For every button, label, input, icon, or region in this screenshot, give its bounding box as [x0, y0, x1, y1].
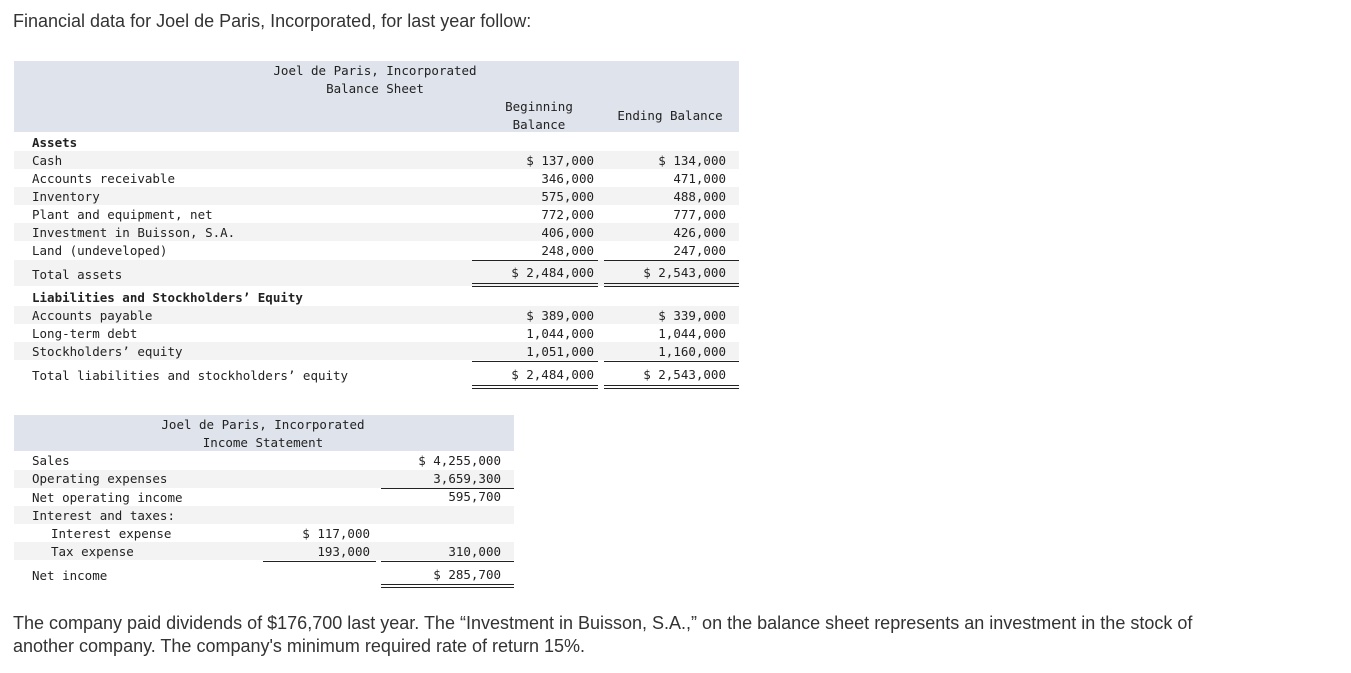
noi-label: Net operating income: [32, 490, 183, 505]
liability-label: Long-term debt: [32, 326, 138, 341]
liability-label: Stockholders’ equity: [32, 344, 183, 359]
asset-beginning: 772,000: [541, 207, 594, 222]
balance-sheet-title: Balance Sheet: [326, 81, 424, 96]
outro-text: The company paid dividends of $176,700 last year. The “Investment in Buisson, S.A.,” on the balance sheet represents an investment in the stock of another company. The company's minimum required rate of return 15%.: [13, 613, 1193, 656]
opex-value: 3,659,300: [433, 471, 501, 486]
liability-ending: 1,160,000: [658, 344, 726, 359]
liability-ending: 1,044,000: [658, 326, 726, 341]
asset-ending: 488,000: [673, 189, 726, 204]
asset-ending: 426,000: [673, 225, 726, 240]
opex-label: Operating expenses: [32, 471, 168, 486]
assets-heading: Assets: [32, 135, 78, 150]
col-beginning-line2: Balance: [512, 117, 566, 132]
income-statement-company: Joel de Paris, Incorporated: [161, 417, 365, 432]
interest-expense-value: $ 117,000: [302, 526, 370, 541]
liability-beginning: 1,051,000: [526, 344, 594, 359]
total-liabilities-beginning: $ 2,484,000: [511, 367, 594, 382]
asset-label: Plant and equipment, net: [32, 207, 213, 222]
total-liabilities-label: Total liabilities and stockholders’ equity: [32, 368, 349, 383]
asset-beginning: $ 137,000: [526, 153, 594, 168]
liabilities-heading: Liabilities and Stockholders’ Equity: [32, 290, 303, 305]
interest-taxes-total: 310,000: [448, 544, 501, 559]
col-beginning-line1: Beginning: [505, 99, 573, 114]
asset-label: Investment in Buisson, S.A.: [32, 225, 236, 240]
net-income-label: Net income: [32, 568, 108, 583]
asset-ending: 777,000: [673, 207, 726, 222]
sales-value: $ 4,255,000: [418, 453, 501, 468]
sales-label: Sales: [32, 453, 70, 468]
noi-value: 595,700: [448, 489, 501, 504]
col-ending: Ending Balance: [617, 108, 723, 123]
income-statement-title: Income Statement: [202, 435, 324, 450]
balance-sheet-company: Joel de Paris, Incorporated: [273, 63, 477, 78]
liability-label: Accounts payable: [32, 308, 153, 323]
asset-ending: $ 134,000: [658, 153, 726, 168]
asset-beginning: 248,000: [541, 243, 594, 258]
liability-beginning: $ 389,000: [526, 308, 594, 323]
liability-ending: $ 339,000: [658, 308, 726, 323]
tax-expense-label: Tax expense: [51, 544, 134, 559]
asset-beginning: 346,000: [541, 171, 594, 186]
asset-label: Cash: [32, 153, 63, 168]
intro-text: Financial data for Joel de Paris, Incorporated, for last year follow:: [13, 11, 532, 31]
asset-ending: 471,000: [673, 171, 726, 186]
total-assets-label: Total assets: [32, 267, 123, 282]
interest-expense-label: Interest expense: [51, 526, 172, 541]
tax-expense-value: 193,000: [317, 544, 370, 559]
net-income-value: $ 285,700: [433, 567, 501, 582]
total-assets-beginning: $ 2,484,000: [511, 265, 594, 280]
interest-taxes-label: Interest and taxes:: [32, 508, 175, 523]
liability-beginning: 1,044,000: [526, 326, 594, 341]
asset-beginning: 575,000: [541, 189, 594, 204]
asset-label: Accounts receivable: [32, 171, 175, 186]
asset-ending: 247,000: [673, 243, 726, 258]
total-assets-ending: $ 2,543,000: [643, 265, 726, 280]
total-liabilities-ending: $ 2,543,000: [643, 367, 726, 382]
asset-label: Land (undeveloped): [32, 243, 168, 258]
asset-label: Inventory: [32, 189, 100, 204]
asset-beginning: 406,000: [541, 225, 594, 240]
